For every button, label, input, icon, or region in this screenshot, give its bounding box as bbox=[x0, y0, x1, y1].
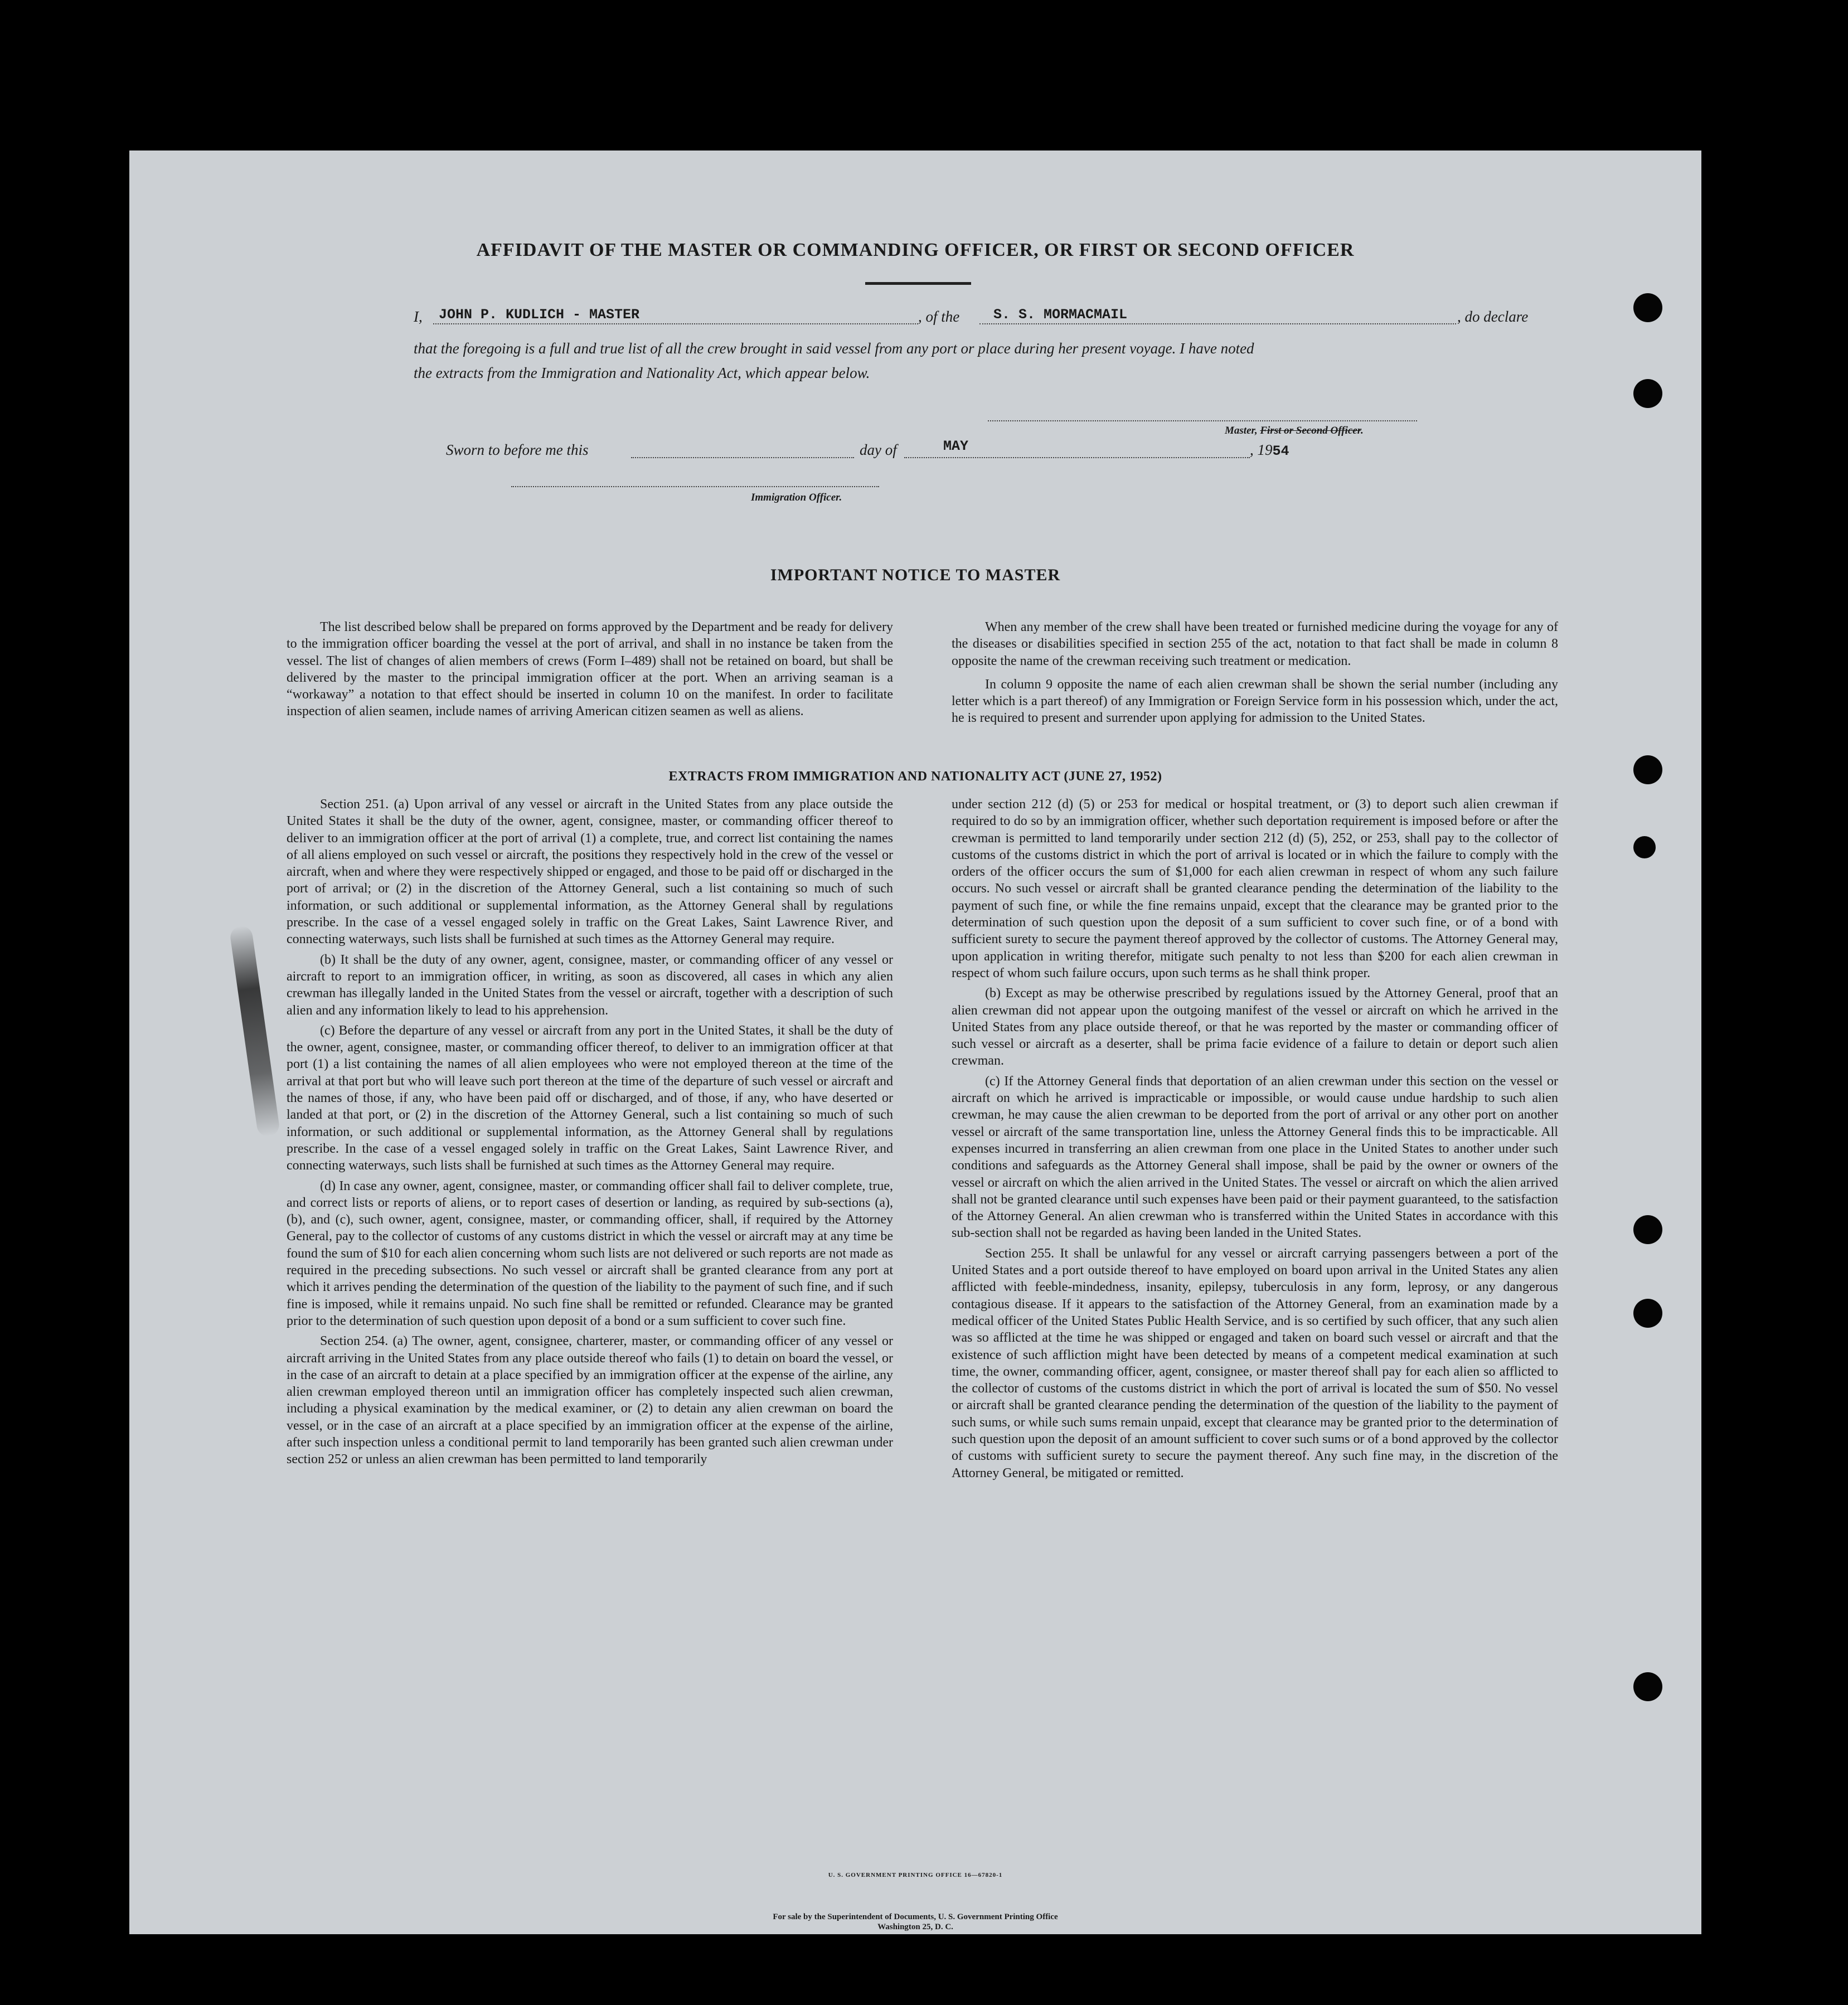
month-field bbox=[904, 440, 1250, 458]
section-254a-continued: under section 212 (d) (5) or 253 for medical or hospital treatment, or (3) to deport such alien crewman if required to do so by an immigration officer, whether such deportation requirement is imposed before or after the crewman is permitted to land temporarily under section 212 (d) (5), 252, or 253, shall pay to the collector of customs of the customs district in which the port of arrival is located or in which the failure to comply with the orders of the officer occurs the sum of $1,000 for each alien crewman in respect of whom any such failure occurs. No such vessel or aircraft shall be granted clearance pending the determination of the liability to the payment of such fine, or while the fine remains unpaid, except that the clearance may be granted prior to the determination of such question upon the deposit of a sum sufficient to cover such fine, or of a bond with sufficient surety to secure the payment thereof approved by the collector of customs. The Attorney General may, upon application in writing therefor, mitigate such penalty to not less than $200 for each alien crewman in respect of whom such failure occurs, upon such terms as he shall think proper. bbox=[952, 797, 1558, 980]
section-251d: (d) In case any owner, agent, consignee, master, or commanding officer shall fail to deliver complete, true, and correct lists or reports of aliens, or to report cases of desertion or landing, as required by sub-sections (a), (b), and (c), such owner, agent, consignee, master, or commanding officer, shall, if required by the Attorney General, pay to the collector of customs of any customs district in which the vessel or aircraft may at any time be found the sum of $10 for each alien concerning whom such lists are not delivered or such reports are not made as required in the preceding subsections. No such vessel or aircraft shall be granted clearance from any port at which it arrives pending the determination of the question of the liability to the payment of such fine, and if such fine is imposed, while it remains unpaid. No such fine shall be remitted or refunded. Clearance may be granted prior to the determination of such question upon deposit of a bond or a sum sufficient to cover such fine. bbox=[287, 1178, 893, 1328]
sworn-label: Sworn to before me this bbox=[446, 441, 589, 458]
notice-right-paragraph-2: In column 9 opposite the name of each alien crewman shall be shown the serial number (including any letter which is a part thereof) of any Immigration or Foreign Service form in his possession which, under the act, he is required to present and surrender upon applying for admission to the United States. bbox=[952, 677, 1558, 726]
notice-title: IMPORTANT NOTICE TO MASTER bbox=[770, 566, 1061, 584]
officer-signature-label: Immigration Officer. bbox=[751, 492, 842, 503]
sworn-day-field bbox=[631, 440, 854, 458]
master-signature-label bbox=[1225, 425, 1364, 437]
notice-right-column bbox=[952, 619, 1558, 727]
declarant-name: JOHN P. KUDLICH - MASTER bbox=[439, 307, 640, 323]
notice-right-paragraph-1: When any member of the crew shall have been treated or furnished medicine during the voyage for any of the diseases or disabilities specified in section 255 of the act, notation to that fact shall be made in column 8 opposite the name of the crewman receiving such treatment or medication. bbox=[952, 620, 1558, 668]
officer-signature-line bbox=[511, 486, 879, 487]
extracts-left-column bbox=[287, 796, 893, 1468]
master-label-text: Master, bbox=[1225, 425, 1260, 436]
binder-hole bbox=[1633, 1299, 1662, 1328]
vessel-name: S. S. MORMACMAIL bbox=[993, 307, 1128, 323]
sale-notice bbox=[129, 1912, 1701, 1932]
affidavit-title: AFFIDAVIT OF THE MASTER OR COMMANDING OFFICER, OR FIRST OR SECOND OFFICER bbox=[476, 240, 1355, 260]
declaration-line-2: that the foregoing is a full and true list of all the crew brought in said vessel from any port or place during her present voyage. I have noted bbox=[414, 340, 1254, 357]
binder-hole bbox=[1633, 293, 1662, 322]
binder-hole bbox=[1633, 755, 1662, 784]
extracts-title: EXTRACTS FROM IMMIGRATION AND NATIONALITY ACT (JUNE 27, 1952) bbox=[668, 769, 1162, 784]
binder-hole bbox=[1633, 836, 1656, 858]
declarant-field bbox=[433, 307, 918, 324]
year-prefix: , 19 bbox=[1250, 441, 1273, 458]
month-value: MAY bbox=[943, 438, 969, 454]
section-254b: (b) Except as may be otherwise prescribed by regulations issued by the Attorney General, proof that an alien crewman did not appear upon the outgoing manifest of the vessel or aircraft on which he arrived in the United States from any place outside thereof, or that he was reported by the master or commanding officer of such vessel or aircraft as a deserter, shall be prima facie evidence of a failure to detain or deport such alien crewman. bbox=[952, 986, 1558, 1069]
notice-left-column bbox=[287, 619, 893, 720]
title-rule bbox=[865, 282, 971, 285]
sale-notice-line-2: Washington 25, D. C. bbox=[877, 1923, 953, 1931]
year-label bbox=[1250, 441, 1289, 459]
master-label-period: . bbox=[1361, 425, 1364, 436]
notice-left-paragraph: The list described below shall be prepared on forms approved by the Department and be ready for delivery to the immigration officer boarding the vessel at the port of arrival, and shall in no instance be taken from the vessel. The list of changes of alien members of crews (Form I–489) shall not be retained on board, but shall be delivered by the master to the principal immigration officer at the port. When an arriving seaman is a “workaway” a notation to that effect should be inserted in column 10 on the manifest. In order to facilitate inspection of alien seamen, include names of arriving American citizen seamen as well as aliens. bbox=[287, 620, 893, 719]
section-251a: Section 251. (a) Upon arrival of any vessel or aircraft in the United States from any place outside the United States it shall be the duty of the owner, agent, consignee, master, or commanding officer thereof to deliver to an immigration officer at the port of arrival (1) a complete, true, and correct list containing the names of all aliens employed on such vessel or aircraft, the positions they respectively hold in the crew of the vessel or aircraft, when and where they were respectively shipped or engaged, and those to be paid off or discharged in the port of arrival; or (2) in the discretion of the Attorney General, such a list containing so much of such information, or such additional or supplemental information, as the Attorney General shall by regulations prescribe. In the case of a vessel engaged solely in traffic on the Great Lakes, Saint Lawrence River, and connecting waterways, such lists shall be furnished at such times as the Attorney General may require. bbox=[287, 797, 893, 947]
master-signature-line bbox=[988, 420, 1417, 421]
document-page bbox=[129, 151, 1701, 1934]
of-the-label: , of the bbox=[918, 308, 960, 325]
section-254a: Section 254. (a) The owner, agent, consignee, charterer, master, or commanding officer of any vessel or aircraft arriving in the United States from any place outside thereof who fails (1) to detain on board the vessel, or in the case of an aircraft to detain at a place specified by an immigration officer at the expense of the airline, any alien crewman employed thereon until an immigration officer has completely inspected such alien crewman, including a physical examination by the medical examiner, or (2) to detain any alien crewman on board the vessel, or in the case of an aircraft at a place specified by an immigration officer at the expense of the airline, after such inspection unless a conditional permit to land temporarily has been granted such alien crewman under section 252 or unless an alien crewman has been permitted to land temporarily bbox=[287, 1334, 893, 1467]
vessel-field bbox=[979, 307, 1456, 324]
section-251c: (c) Before the departure of any vessel or aircraft from any port in the United States, it shall be the duty of the owner, agent, consignee, master, or commanding officer thereof, to deliver to an immigration officer at that port (1) a list containing the names of all alien employees who were not employed thereon at the time of the arrival at that port but who will leave such port thereon at the time of the departure of such vessel or aircraft and the names of those, if any, who have been paid off or discharged, and of those, if any, who have deserted or landed at that port, or (2) in the discretion of the Attorney General, such a list containing so much of such information, or such additional or supplemental information, as the Attorney General shall by regulations prescribe. In the case of a vessel engaged solely in traffic on the Great Lakes, Saint Lawrence River, and connecting waterways, such lists shall be furnished at such times as the Attorney General may require. bbox=[287, 1023, 893, 1173]
binder-hole bbox=[1633, 1215, 1662, 1244]
binder-hole bbox=[1633, 379, 1662, 408]
do-declare-label: , do declare bbox=[1457, 308, 1529, 325]
year-value: 54 bbox=[1272, 443, 1289, 459]
struck-officer-text: First or Second Officer bbox=[1260, 425, 1361, 436]
declaration-line-3: the extracts from the Immigration and Nationality Act, which appear below. bbox=[414, 365, 870, 381]
day-of-label: day of bbox=[860, 441, 897, 458]
section-255: Section 255. It shall be unlawful for any vessel or aircraft carrying passengers between a port of the United States and a port outside thereof to have employed on board upon arrival in the United States any alien afflicted with feeble-mindedness, insanity, epilepsy, tuberculosis in any form, leprosy, or any dangerous contagious disease. If it appears to the satisfaction of the Attorney General, from an examination made by a medical officer of the United States Public Health Service, and is so certified by such officer, that any such alien was so afflicted at the time he was shipped or engaged and taken on board such vessel or aircraft and that the existence of such affliction might have been detected by means of a competent medical examination at such time, the owner, commanding officer, agent, consignee, or master thereof shall pay for each alien so afflicted to the collector of customs of the customs district in which the port of arrival is located the sum of $50. No vessel or aircraft shall be granted clearance pending the determination of the question of the liability to the payment of such sums, or while such sums remain unpaid, except that clearance may be granted prior to the determination of such question upon the deposit of an amount sufficient to cover such sums or of a bond approved by the collector of customs with sufficient surety to secure the payment thereof. Any such fine may, in the discretion of the Attorney General, be mitigated or remitted. bbox=[952, 1246, 1558, 1480]
section-254c: (c) If the Attorney General finds that deportation of an alien crewman under this section on the vessel or aircraft on which he arrived is impracticable or impossible, or would cause undue hardship to such alien crewman, he may cause the alien crewman to be deported from the port of arrival or any other port on another vessel or aircraft of the same transportation line, unless the Attorney General finds this to be impracticable. All expenses incurred in transferring an alien crewman from one place in the United States to another under such conditions and safeguards as the Attorney General shall impose, shall be paid by the owner or owners of the vessel or aircraft on which the alien arrived in the United States. The vessel or aircraft on which the alien arrived shall not be granted clearance until such expenses have been paid or their payment guaranteed, to the satisfaction of the Attorney General. An alien crewman who is transferred within the United States in accordance with this sub-section shall not be regarded as having been landed in the United States. bbox=[952, 1074, 1558, 1241]
printing-office-line: U. S. GOVERNMENT PRINTING OFFICE 16—67820-1 bbox=[828, 1872, 1003, 1878]
sale-notice-line-1: For sale by the Superintendent of Documents, U. S. Government Printing Office bbox=[773, 1912, 1058, 1921]
ink-smudge bbox=[229, 925, 280, 1138]
binder-hole bbox=[1633, 1672, 1662, 1701]
extracts-right-column bbox=[952, 796, 1558, 1482]
section-251b: (b) It shall be the duty of any owner, agent, consignee, master, or commanding officer of any vessel or aircraft to report to an immigration officer, in writing, as soon as discovered, all cases in which any alien crewman has illegally landed in the United States from the vessel or aircraft, together with a description of such alien and any information likely to lead to his apprehension. bbox=[287, 952, 893, 1018]
declaration-prefix: I, bbox=[414, 308, 423, 325]
